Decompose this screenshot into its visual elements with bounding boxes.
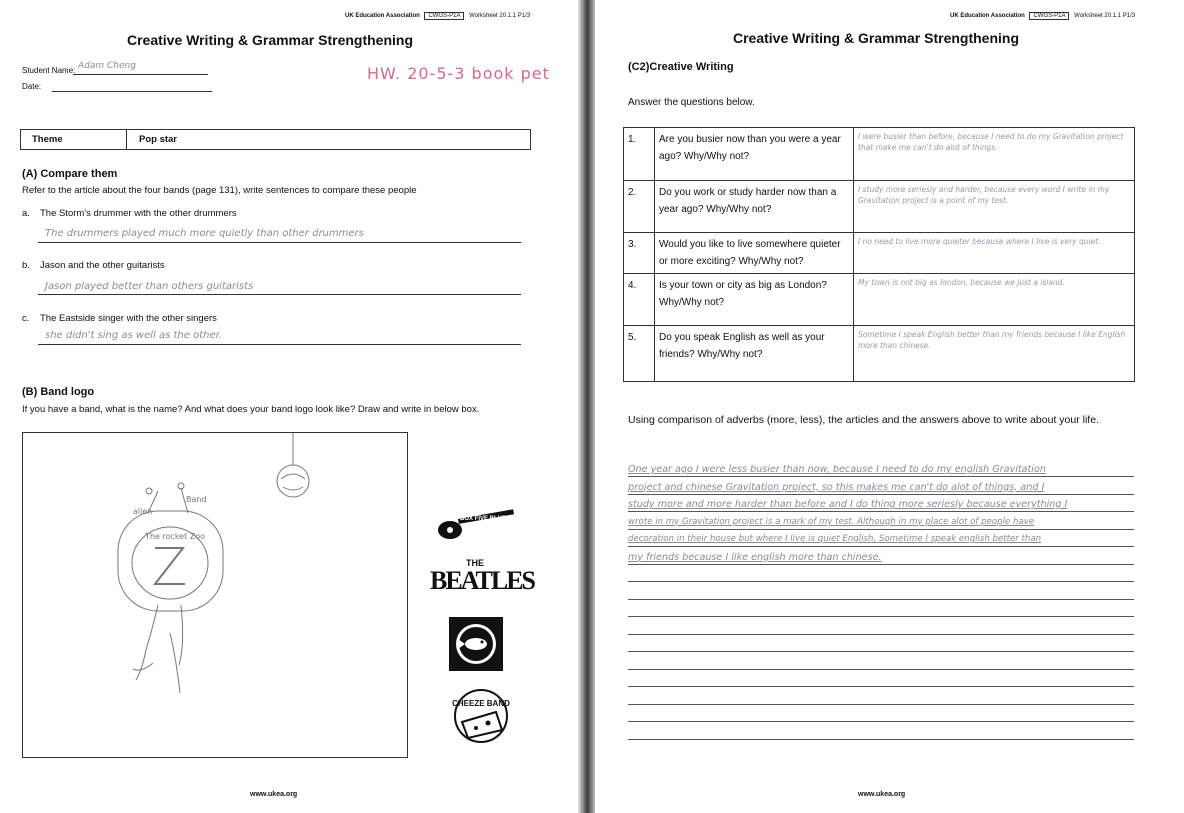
handwritten-line: One year ago I were less busier than now, because I need to do my english Gravitation	[628, 464, 1046, 475]
handwritten-line: decoration in their house but where I live is quiet English, Sometime I speak english better than	[628, 534, 1042, 544]
date-label: Date:	[22, 82, 42, 91]
paragraph-instruction: Using comparison of adverbs (more, less), the articles and the answers above to write about your life.	[628, 414, 1099, 426]
answer-cell[interactable]: I were busier than before, because I need to do my Gravitation project that make me can't do alot of things.	[854, 128, 1135, 181]
page-number: P1/3	[517, 13, 531, 19]
question-text: Is your town or city as big as London? Why/Why not?	[655, 274, 854, 326]
table-row	[624, 181, 1135, 233]
question-number: 5.	[624, 326, 655, 382]
drawing-label-band-name: The rocket Zoo	[145, 532, 206, 541]
answer-instruction: Answer the questions below.	[628, 97, 755, 108]
cheeze-band-logo-text: CHEEZE BAND	[452, 699, 510, 708]
item-answer[interactable]: The drummers played much more quietly than other drummers	[45, 228, 364, 239]
answer-cell[interactable]: Sometime I speak English better than my friends because I like English more than chinese.	[854, 326, 1135, 382]
answer-cell[interactable]: I no need to live more quieter because where I live is very quiet.	[854, 233, 1135, 274]
drawing-box[interactable]	[22, 432, 408, 758]
section-b-instruction: If you have a band, what is the name? And what does your band logo look like? Draw and write in below box.	[22, 404, 480, 415]
date-field[interactable]	[52, 91, 212, 92]
section-a-instruction: Refer to the article about the four bands (page 131), write sentences to compare these people	[22, 185, 417, 196]
theme-value: Pop star	[139, 134, 178, 145]
table-row	[624, 233, 1135, 274]
drawing-label-band: Band	[186, 495, 207, 504]
theme-row	[20, 129, 531, 150]
worksheet-code: CWGS-P1A	[1029, 12, 1069, 20]
page-title: Creative Writing & Grammar Strengthening	[127, 32, 414, 48]
question-number: 2.	[624, 181, 655, 233]
section-a-title: (A) Compare them	[22, 168, 118, 180]
questions-table	[623, 127, 1135, 382]
fish-logo	[449, 617, 503, 671]
question-text: Do you speak English as well as your friends? Why/Why not?	[655, 326, 854, 382]
homework-note: HW. 20-5-3 book pet	[367, 64, 550, 83]
worksheet-page-left	[0, 0, 578, 813]
item-answer[interactable]: she didn't sing as well as the other.	[45, 330, 222, 341]
worksheet-page-right	[595, 0, 1184, 813]
section-c2-title: (C2)Creative Writing	[628, 61, 734, 73]
question-text: Would you like to live somewhere quieter or more exciting? Why/Why not?	[655, 233, 854, 274]
item-letter: a.	[22, 208, 30, 219]
book-gutter	[578, 0, 595, 813]
beatles-logo-the: THE	[466, 558, 484, 568]
page-header	[950, 13, 1135, 19]
guitar-logo	[436, 506, 516, 542]
student-name-value[interactable]: Adam Cheng	[78, 61, 136, 71]
handwritten-line: project and chinese Gravitation project, so this makes me can't do alot of things, and I	[628, 481, 1045, 493]
item-prompt: The Storm's drummer with the other drummers	[40, 208, 237, 219]
student-name-label: Student Name:	[22, 66, 76, 75]
item-prompt: The Eastside singer with the other singers	[40, 313, 217, 324]
page-number: P1/3	[1122, 13, 1136, 19]
table-row	[624, 128, 1135, 181]
writing-area[interactable]	[628, 461, 1132, 566]
beatles-logo	[430, 558, 535, 602]
page-title: Creative Writing & Grammar Strengthening	[733, 30, 1020, 46]
guitar-logo-text: BOX FIVE BLUES	[460, 516, 511, 522]
beatles-logo-name: BEATLES	[430, 566, 535, 595]
table-row	[624, 274, 1135, 326]
handwritten-line: study more and more harder than before and I do thing more seriesly because everything I	[628, 499, 1068, 510]
drawing-label-alien: alien	[133, 507, 153, 516]
section-b-title: (B) Band logo	[22, 386, 95, 398]
question-text: Do you work or study harder now than a year ago? Why/Why not?	[655, 181, 854, 233]
question-number: 1.	[624, 128, 655, 181]
org-name: UK Education Association	[345, 13, 420, 19]
answer-cell[interactable]: I study more seriesly and harder, because every word I write in my Gravitation project is a point of my test.	[854, 181, 1135, 233]
worksheet-code: CWGS-P1A	[424, 12, 464, 20]
question-number: 3.	[624, 233, 655, 274]
page-header	[345, 13, 530, 19]
table-row	[624, 326, 1135, 382]
worksheet-number: Worksheet 20.1.1	[1074, 13, 1122, 19]
footer-url[interactable]: www.ukea.org	[250, 791, 298, 798]
item-letter: c.	[22, 313, 30, 324]
org-name: UK Education Association	[950, 13, 1025, 19]
answer-cell[interactable]: My town is not big as london, because we just a island.	[854, 274, 1135, 326]
handwritten-line: my friends because I like english more than chinese.	[628, 551, 882, 563]
item-answer[interactable]: Jason played better than others guitarists	[45, 281, 254, 292]
question-number: 4.	[624, 274, 655, 326]
item-prompt: Jason and the other guitarists	[40, 260, 165, 271]
footer-url[interactable]: www.ukea.org	[858, 791, 906, 798]
band-logo-drawing	[23, 433, 407, 757]
item-letter: b.	[22, 260, 30, 271]
worksheet-number: Worksheet 20.1.1	[469, 13, 517, 19]
cheeze-band-logo	[452, 688, 510, 744]
question-text: Are you busier now than you were a year ago? Why/Why not?	[655, 128, 854, 181]
handwritten-line: wrote in my Gravitation project is a mark of my test. Although in my place alot of people have	[628, 516, 1035, 527]
theme-label: Theme	[32, 134, 63, 145]
